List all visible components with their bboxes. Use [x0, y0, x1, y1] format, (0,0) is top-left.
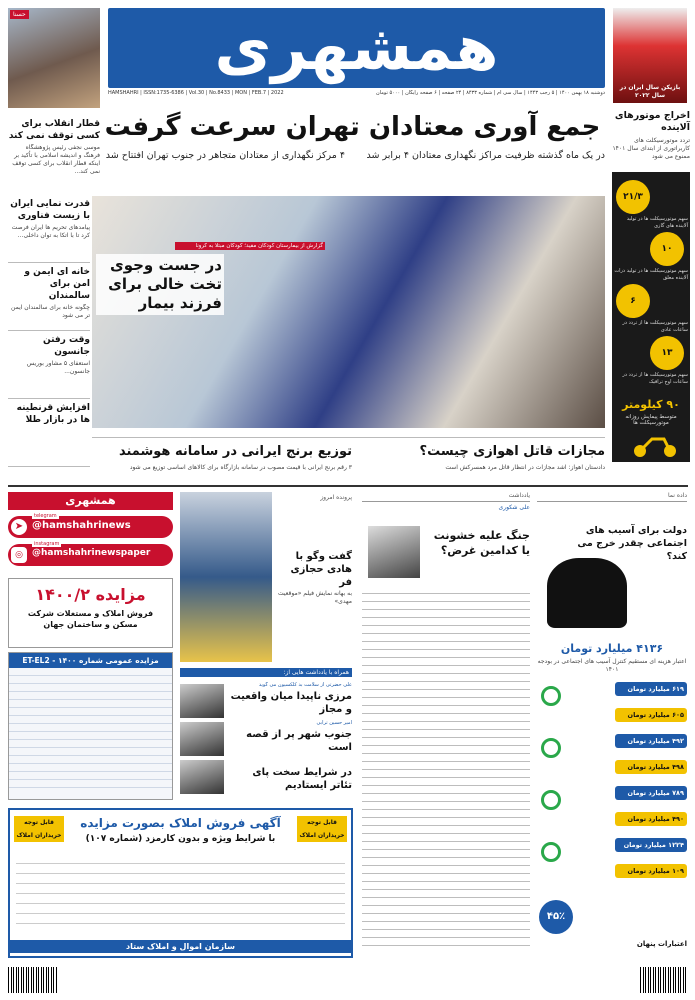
left-news-column — [8, 195, 90, 470]
opinion-body — [362, 586, 530, 951]
property-sub: با شرایط ویژه و بدون کارمزد (شماره ۱۰۷) — [85, 834, 276, 844]
harm-footer: اعتبارات پنهان — [636, 940, 687, 948]
property-badge-left: قابل توجه خریداران املاک — [14, 816, 64, 842]
divider — [92, 437, 605, 438]
left-ear-tag: حسنا — [10, 10, 29, 19]
moto-stat-value: ۲۱/۳ — [616, 180, 650, 214]
harm-ring — [541, 790, 561, 810]
auction-ad — [8, 578, 173, 648]
moto-stat — [612, 336, 690, 388]
culture-item-photo — [180, 722, 224, 756]
left-news-item — [8, 399, 90, 467]
logo-text: همشهری — [214, 11, 499, 84]
date-line: دوشنبه ۱۸ بهمن ۱۴۰۰ | ۵ رجب ۱۴۴۳ | سال سی ام | شماره ۸۴۳۳ | ۲۴ صفحه | ۶ صفحه رایگان | ۵۰۰۰ تومان — [376, 90, 605, 96]
telegram-label: telegram — [34, 513, 57, 519]
culture-section-label: پرونده امروز — [320, 494, 352, 501]
left-ear-headline: قطار انقلاب برای کسی توقف نمی کند — [8, 119, 100, 141]
culture-item — [180, 682, 352, 720]
barcode-left — [8, 967, 58, 993]
photo-tag: گزارش از بیمارستان کودکان مفید؛ کودکان مبتلا به کرونا — [175, 242, 325, 250]
property-body — [16, 854, 345, 926]
left-news-headline: خانه ای ایمن و امن برای سالمندان — [24, 267, 90, 301]
moto-sidebar — [612, 110, 690, 462]
photo-caption: در جست وجوی تخت خالی برای فرزند بیمار — [96, 254, 224, 315]
property-org: سازمان اموال و املاک ستاد — [10, 940, 351, 953]
social-logo: همشهری — [8, 492, 173, 510]
harm-ring — [541, 842, 561, 862]
right-ear — [613, 8, 687, 103]
harm-bars — [537, 682, 687, 902]
moto-stat-label: سهم موتورسیکلت ها در تولید آلاینده های گازی — [626, 216, 688, 229]
main-sub-2: ۴ مرکز نگهداری از معتادان متجاهر در جنوب تهران افتتاح شد — [105, 150, 345, 161]
harm-bar: ۶۱۹ میلیارد تومان — [615, 682, 687, 696]
auction-sub: فروش املاک و مستغلات شرکت مسکن و ساختمان جهان — [27, 609, 154, 629]
motorcycle-icon — [630, 430, 680, 458]
tender-ad — [8, 652, 173, 800]
culture-interview-title: گفت وگو با هادی حجازی فر — [290, 551, 352, 588]
harm-figure-icon — [547, 558, 627, 628]
opinion-section — [362, 492, 530, 957]
tender-body — [9, 668, 172, 788]
telegram-handle: @hamshahrinews — [32, 520, 131, 531]
culture-item-kicker: علی حضرتی از سلامت بد کلکسیون می گوید — [258, 682, 352, 688]
teaser-left-headline: توزیع برنج ایرانی در سامانه هوشمند — [118, 444, 352, 459]
left-news-headline: قدرت نمایی ایران با زیست فناوری — [10, 199, 90, 221]
moto-stat-label: سهم موتورسیکلت ها از تردد در ساعات اوج ترافیک — [622, 372, 688, 385]
property-ad — [8, 808, 353, 958]
masthead — [108, 8, 605, 96]
harm-bar: ۶۰۵ میلیارد تومان — [615, 708, 687, 722]
harm-section-label: داده نما — [537, 492, 687, 502]
culture-section — [180, 492, 352, 802]
culture-items — [180, 682, 352, 796]
left-news-body: چگونه خانه برای سالمندان ایمن تر می شود — [11, 304, 90, 319]
harm-title: دولت برای آسیب های اجتماعی چقدر خرج می کند؟ — [577, 525, 687, 562]
culture-item — [180, 720, 352, 758]
teaser-right-headline: مجازات قاتل اهوازی چیست؟ — [419, 444, 605, 459]
teaser-left-body: ۳ رقم برنج ایرانی با قیمت مصوب در سامانه بازارگاه برای کالاهای اساسی توزیع می شود — [129, 464, 352, 471]
culture-cover — [180, 492, 272, 662]
harm-bar: ۴۹۰ میلیارد تومان — [615, 812, 687, 826]
left-news-body: پیامدهای تحریم ها ایران فرصت کرد تا با اتکا به توان داخلی... — [11, 224, 90, 239]
auction-title: مزایده ۱۴۰۰/۲ — [35, 585, 146, 604]
teaser-right-body: دادستان اهواز: اشد مجازات در انتظار قاتل مرد همسرکش است — [445, 464, 605, 471]
instagram-label: instagram — [34, 541, 60, 547]
opinion-author-photo — [368, 526, 420, 578]
barcode-right — [640, 967, 688, 993]
section-divider — [8, 485, 688, 487]
harm-ring — [541, 738, 561, 758]
culture-item-photo — [180, 684, 224, 718]
main-headline: جمع آوری معتادان تهران سرعت گرفت — [104, 112, 601, 142]
left-news-item — [8, 331, 90, 399]
opinion-section-label: یادداشت — [362, 492, 530, 502]
moto-stat — [612, 180, 690, 232]
instagram-handle: @hamshahrinewspaper — [32, 548, 151, 558]
left-ear-photo — [8, 8, 100, 108]
moto-stat-value: ۱۳ — [650, 336, 684, 370]
right-ear-headline: بازیکن سال ایران در سال ۲۰۲۲ — [619, 84, 681, 99]
harm-total-note: اعتبار هزینه ای مستقیم کنترل آسیب های اجتماعی در بودجه ۱۴۰۱ — [537, 658, 687, 673]
moto-speed: ۹۰ کیلومتر — [622, 398, 680, 411]
telegram-row[interactable] — [8, 513, 173, 538]
main-sub-1: در یک ماه گذشته ظرفیت مراکز نگهداری معتادان ۴ برابر شد — [366, 150, 605, 161]
moto-stat-value: ۱۰ — [650, 232, 684, 266]
moto-stat-label: سهم موتورسیکلت ها در تولید ذرات آلاینده معلق — [614, 268, 688, 281]
moto-title: اخراج موتورهای آلاینده — [614, 110, 690, 133]
moto-stat — [612, 284, 690, 336]
harm-bar: ۱۲۲۴ میلیارد تومان — [615, 838, 687, 852]
culture-interview-sub: به بهانه نمایش فیلم «موقعیت مهدی» — [277, 590, 352, 605]
harm-bar: ۴۹۲ میلیارد تومان — [615, 734, 687, 748]
main-photo — [92, 196, 605, 428]
left-ear-body: موسی نجفی رئیس پژوهشگاه فرهنگ و اندیشه اسلامی با تأکید بر اینکه قطار انقلاب برای کسی توقف نمی کند... — [12, 144, 100, 175]
culture-item-title: در شرایط سخت پای تئاتر ایستادیم — [252, 767, 352, 791]
english-line: HAMSHAHRI | ISSN:1735-6386 | Vol.30 | No.8433 | MON | FEB.7 | 2022 — [108, 90, 284, 96]
culture-item-title: مرزی ناپیدا میان واقعیت و مجاز — [230, 691, 352, 715]
moto-stat-label: سهم موتورسیکلت ها از تردد در ساعات عادی — [622, 320, 688, 333]
tender-title: مزایده عمومی شماره ET-EL2 - ۱۴۰۰ — [9, 653, 172, 668]
property-badge-right: قابل توجه خریداران املاک — [297, 816, 347, 842]
harm-bar: ۱۰۹ میلیارد تومان — [615, 864, 687, 878]
harm-bar: ۷۸۹ میلیارد تومان — [615, 786, 687, 800]
culture-films-head: همراه با یادداشت هایی از: — [180, 668, 352, 677]
social-box — [8, 492, 173, 572]
moto-stat-value: ۶ — [616, 284, 650, 318]
left-news-headline: وقت رفتن جانسون — [43, 335, 90, 357]
culture-item-photo — [180, 760, 224, 794]
culture-item — [180, 758, 352, 796]
property-title: آگهی فروش املاک بصورت مزایده — [80, 816, 281, 830]
left-news-item — [8, 195, 90, 263]
left-ear — [8, 8, 100, 108]
left-news-item — [8, 263, 90, 331]
instagram-icon: ◎ — [11, 547, 27, 563]
left-news-body: استعفای ۵ مشاور بوریس جانسون... — [26, 360, 90, 375]
harm-total: ۴۱۳۶ میلیارد تومان — [560, 642, 664, 655]
left-news-headline: افزایش قرنطینه ها در بازار طلا — [16, 403, 90, 425]
moto-intro: تردد موتورسیکلت های کاربراتوری از ابتدای سال ۱۴۰۱ ممنوع می شود — [612, 137, 690, 160]
culture-item-kicker: امیر حسین ترابی — [316, 720, 352, 726]
moto-speed-note: متوسط پیمایش روزانه موتورسیکلت ها — [625, 414, 677, 426]
opinion-title: جنگ علیه خشونت یا کدامین غرض؟ — [433, 529, 530, 557]
left-news-body — [8, 428, 90, 458]
telegram-icon: ➤ — [11, 519, 27, 535]
harm-pct: ۴۵٪ — [539, 900, 573, 934]
moto-stat — [612, 232, 690, 284]
social-harm — [537, 492, 687, 957]
moto-stats — [612, 180, 690, 388]
harm-ring — [541, 686, 561, 706]
harm-bar: ۴۹۸ میلیارد تومان — [615, 760, 687, 774]
opinion-author: علی شکوری — [498, 504, 530, 511]
culture-item-title: جنوب شهر پر از قصه است — [246, 729, 352, 753]
instagram-row[interactable] — [8, 541, 173, 566]
